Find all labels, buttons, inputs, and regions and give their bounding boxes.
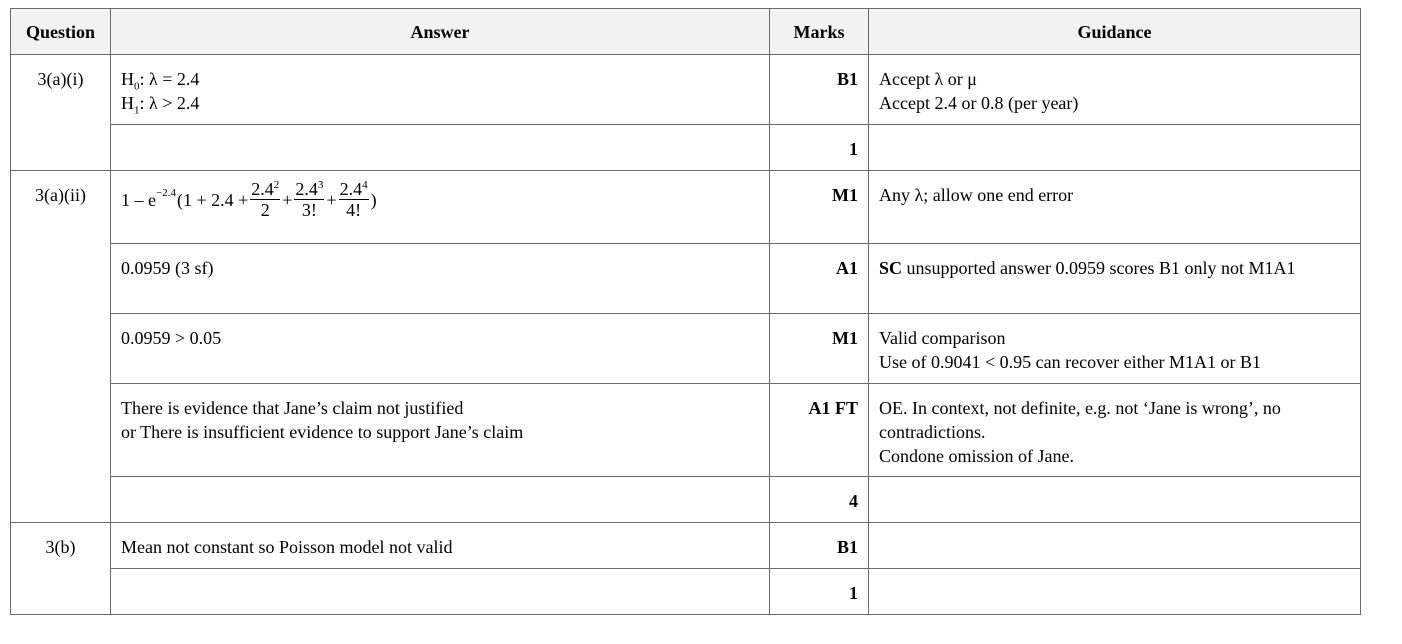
guidance-cell-empty [869, 523, 1361, 569]
mark-scheme-table [10, 8, 1361, 615]
table-row [11, 523, 1361, 569]
mark-cell: B1 [770, 523, 869, 569]
guidance-cell [869, 314, 1361, 384]
guidance-line: Accept 2.4 or 0.8 (per year) [879, 93, 1079, 113]
mark-cell: M1 [770, 314, 869, 384]
answer-cell: 0.0959 (3 sf) [111, 244, 770, 314]
mark-cell: B1 [770, 55, 869, 125]
table-row [11, 244, 1361, 314]
null-hypothesis: $H_0$: λ = 2.4 [121, 69, 200, 93]
answer-cell: 0.0959 > 0.05 [111, 314, 770, 384]
header-guidance: Guidance [869, 9, 1361, 55]
total-row [11, 125, 1361, 171]
answer-cell [111, 171, 770, 244]
fraction-term: $\frac{2.4^3}{3!}$ [295, 179, 324, 220]
guidance-line: Condone omission of Jane. [879, 446, 1074, 466]
alt-hypothesis: $H_1$: λ > 2.4 [121, 93, 200, 117]
guidance-line: Valid comparison [879, 328, 1006, 348]
answer-cell-empty [111, 477, 770, 523]
guidance-line: OE. In context, not definite, e.g. not ‘Jane is wrong’, no contradictions. [879, 398, 1281, 442]
fraction-term: $\frac{2.4^2}{2}$ [251, 179, 280, 220]
guidance-cell [869, 384, 1361, 477]
header-question: Question [11, 9, 111, 55]
guidance-cell [869, 55, 1361, 125]
mark-cell: M1 [770, 171, 869, 244]
header-row [11, 9, 1361, 55]
question-3ai: 3(a)(i) [11, 55, 111, 171]
answer-cell-empty [111, 125, 770, 171]
answer-cell: Mean not constant so Poisson model not valid [111, 523, 770, 569]
answer-cell [111, 55, 770, 125]
total-marks: 4 [770, 477, 869, 523]
table-row [11, 171, 1361, 244]
mark-cell: A1 [770, 244, 869, 314]
answer-cell-empty [111, 569, 770, 615]
guidance-line: Use of 0.9041 < 0.95 can recover either M1A1 or B1 [879, 352, 1262, 372]
guidance-cell [869, 244, 1361, 314]
answer-line: There is evidence that Jane’s claim not justified [121, 398, 464, 418]
answer-cell [111, 384, 770, 477]
total-row [11, 477, 1361, 523]
poisson-formula: 1 – e $^{-2.4}$ (1 + 2.4 + $\frac{2.4^2}{2}$ + $\frac{2.4^3}{3!}$ + $\frac{2.4^4}{4!}$ ) [121, 179, 377, 220]
question-3aii: 3(a)(ii) [11, 171, 111, 523]
total-row [11, 569, 1361, 615]
header-marks: Marks [770, 9, 869, 55]
mark-cell: A1 FT [770, 384, 869, 477]
answer-line: or There is insufficient evidence to support Jane’s claim [121, 422, 524, 442]
question-3b: 3(b) [11, 523, 111, 615]
total-marks: 1 [770, 569, 869, 615]
guidance-text: unsupported answer 0.0959 scores B1 only not M1A1 [902, 258, 1296, 278]
special-case-label: SC [879, 258, 903, 278]
table-row [11, 384, 1361, 477]
guidance-cell-empty [869, 125, 1361, 171]
guidance-cell-empty [869, 569, 1361, 615]
guidance-cell: Any λ; allow one end error [869, 171, 1361, 244]
total-marks: 1 [770, 125, 869, 171]
table-row [11, 314, 1361, 384]
header-answer: Answer [111, 9, 770, 55]
guidance-line: Accept λ or μ [879, 69, 977, 89]
fraction-term: $\frac{2.4^4}{4!}$ [339, 179, 368, 220]
table-row [11, 55, 1361, 125]
guidance-cell-empty [869, 477, 1361, 523]
